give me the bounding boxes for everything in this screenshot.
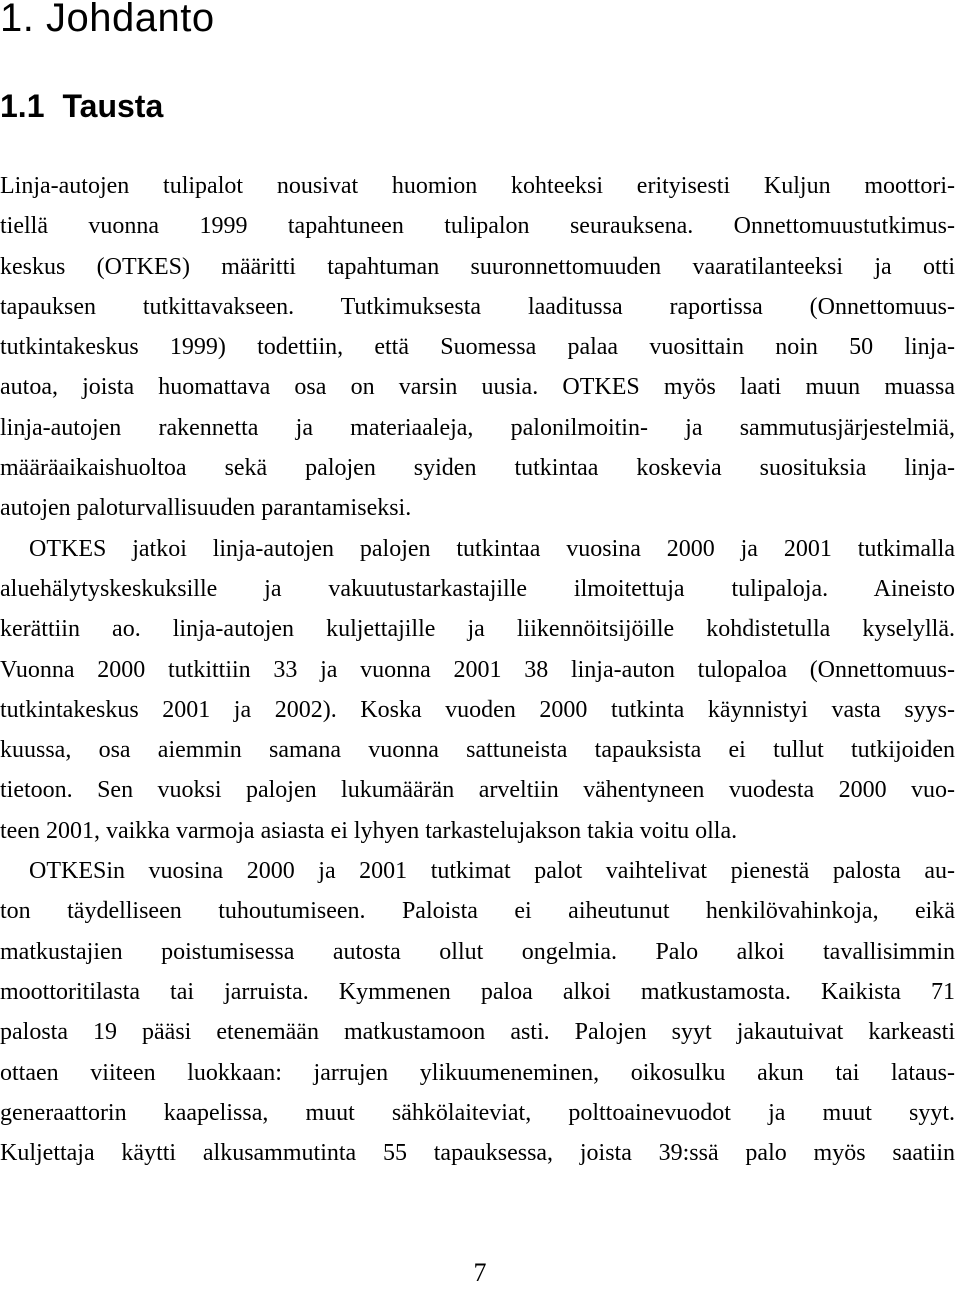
text-line: linja-autojen rakennetta ja materiaaleja, palonilmoitin- ja sammutusjärjestelmiä, bbox=[0, 414, 955, 441]
text-line: tutkintakeskus 1999) todettiin, että Suomessa palaa vuosittain noin 50 linja- bbox=[0, 334, 955, 361]
text-line: tutkintakeskus 2001 ja 2002). Koska vuoden 2000 tutkinta käynnistyi vasta syys- bbox=[0, 696, 955, 723]
page-number: 7 bbox=[473, 1258, 487, 1287]
text-line: tietoon. Sen vuoksi palojen lukumäärän arveltiin vähentyneen vuodesta 2000 vuo- bbox=[0, 777, 955, 804]
text-line: määräaikaishuoltoa sekä palojen syiden tutkintaa koskevia suosituksia linja- bbox=[0, 455, 955, 482]
text-line: moottoritilasta tai jarruista. Kymmenen paloa alkoi matkustamosta. Kaikista 71 bbox=[0, 978, 955, 1005]
text-line: aluehälytyskeskuksille ja vakuutustarkastajille ilmoitettuja tulipaloja. Aineisto bbox=[0, 575, 955, 602]
text-line: kerättiin ao. linja-autojen kuljettajille ja liikennöitsijöille kohdistetulla kyselyllä. bbox=[0, 616, 955, 643]
text-line: teen 2001, vaikka varmoja asiasta ei lyhyen tarkastelujakson takia voitu olla. bbox=[0, 817, 738, 844]
text-line: autojen paloturvallisuuden parantamiseksi. bbox=[0, 495, 412, 522]
text-line: tapauksen tutkittavakseen. Tutkimuksesta laaditussa raportissa (Onnettomuus- bbox=[0, 293, 955, 320]
text-line: generaattorin kaapelissa, muut sähkölaiteviat, polttoainevuodot ja muut syyt. bbox=[0, 1099, 955, 1126]
text-line: keskus (OTKES) määritti tapahtuman suuronnettomuuden vaaratilanteeksi ja otti bbox=[0, 253, 955, 280]
text-line: kuussa, osa aiemmin samana vuonna sattuneista tapauksista ei tullut tutkijoiden bbox=[0, 737, 955, 764]
body-text bbox=[0, 166, 955, 1173]
paragraph-2 bbox=[0, 529, 955, 851]
paragraph-1 bbox=[0, 166, 955, 529]
text-line: palosta 19 pääsi etenemään matkustamoon asti. Palojen syyt jakautuivat karkeasti bbox=[0, 1019, 955, 1046]
text-line: ton täydelliseen tuhoutumiseen. Paloista ei aiheutunut henkilövahinkoja, eikä bbox=[0, 898, 955, 925]
text-line: Vuonna 2000 tutkittiin 33 ja vuonna 2001 38 linja-auton tulopaloa (Onnettomuus- bbox=[0, 656, 955, 683]
text-line: OTKESin vuosina 2000 ja 2001 tutkimat palot vaihtelivat pienestä palosta au- bbox=[29, 858, 955, 885]
section-heading bbox=[0, 86, 163, 126]
text-line: Kuljettaja käytti alkusammutinta 55 tapauksessa, joista 39:ssä palo myös saatiin bbox=[0, 1140, 955, 1167]
text-line: tiellä vuonna 1999 tapahtuneen tulipalon seurauksena. Onnettomuustutkimus- bbox=[0, 213, 955, 240]
paragraph-3 bbox=[0, 851, 955, 1173]
text-line: OTKES jatkoi linja-autojen palojen tutkintaa vuosina 2000 ja 2001 tutkimalla bbox=[29, 535, 955, 562]
text-line: ottaen viiteen luokkaan: jarrujen ylikuumeneminen, oikosulku akun tai lataus- bbox=[0, 1059, 955, 1086]
text-line: matkustajien poistumisessa autosta ollut ongelmia. Palo alkoi tavallisimmin bbox=[0, 938, 955, 965]
chapter-title: 1. Johdanto bbox=[0, 0, 215, 40]
section-title: Tausta bbox=[62, 88, 164, 124]
section-number: 1.1 bbox=[0, 88, 45, 124]
text-line: Linja-autojen tulipalot nousivat huomion kohteeksi erityisesti Kuljun moottori- bbox=[0, 173, 955, 199]
text-line: autoa, joista huomattava osa on varsin uusia. OTKES myös laati muun muassa bbox=[0, 374, 955, 401]
